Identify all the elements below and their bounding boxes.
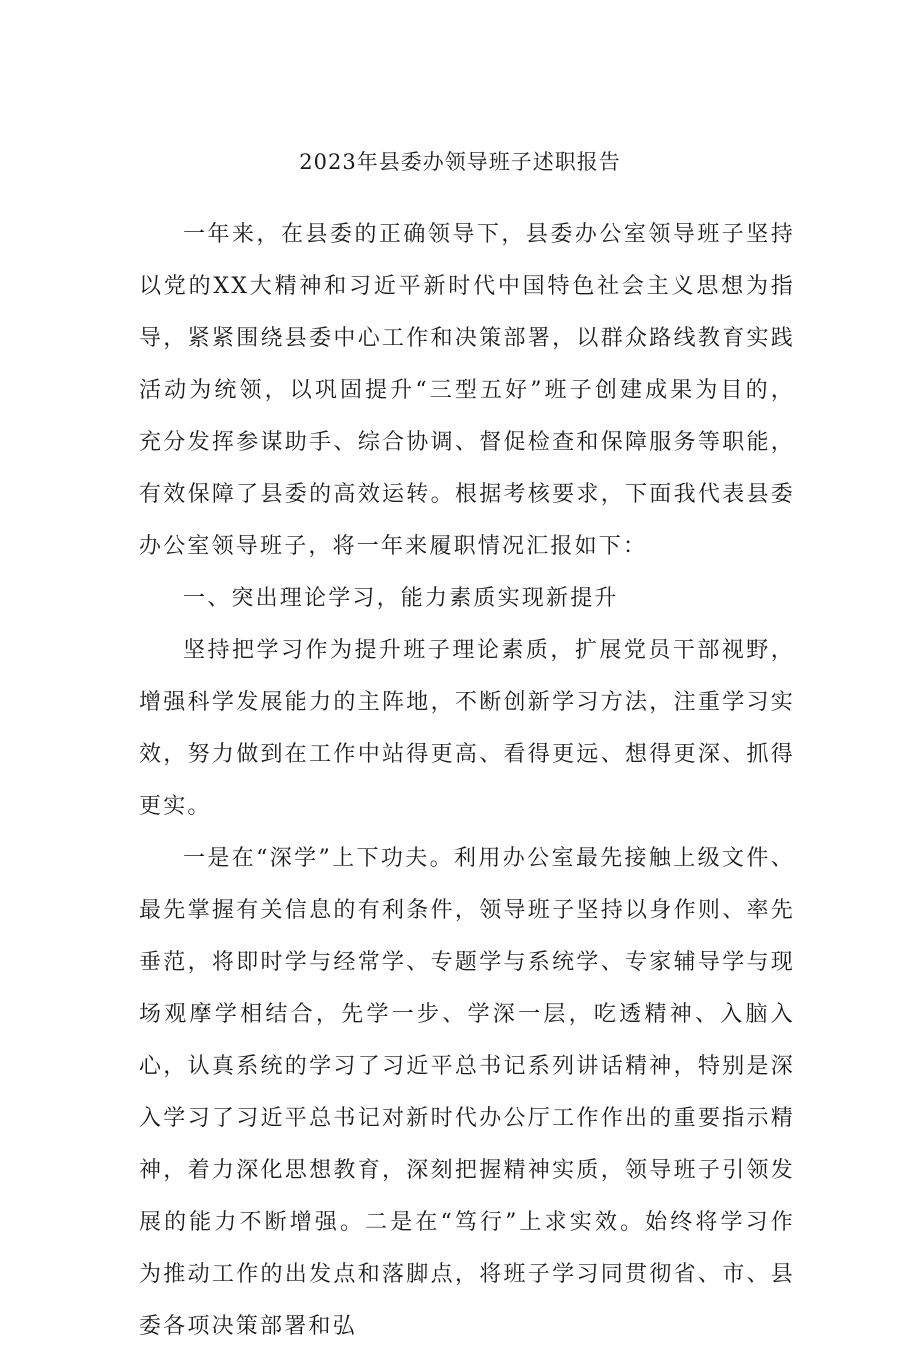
paragraph-study-overview: 坚持把学习作为提升班子理论素质，扩展党员干部视野，增强科学发展能力的主阵地，不断创新学习方法，注重学习实效，努力做到在工作中站得更高、看得更远、想得更深、抓得更实。 bbox=[139, 638, 795, 819]
section-heading-1: 一、突出理论学习，能力素质实现新提升 bbox=[183, 586, 619, 611]
document-title: 2023年县委办领导班子述职报告 bbox=[299, 150, 621, 174]
paragraph-intro: 一年来，在县委的正确领导下，县委办公室领导班子坚持以党的XX大精神和习近平新时代中国特色社会主义思想为指导，紧紧围绕县委中心工作和决策部署，以群众路线教育实践活动为统领，以巩固提升“三型五好”班子创建成果为目的，充分发挥参谋助手、综合协调、督促检查和保障服务等职能，有效保障了县委的高效运转。根据考核要求，下面我代表县委办公室领导班子，将一年来履职情况汇报如下： bbox=[139, 222, 795, 559]
document-body bbox=[139, 209, 795, 1353]
paragraph-study-details: 一是在“深学”上下功夫。利用办公室最先接触上级文件、最先掌握有关信息的有利条件，领导班子坚持以身作则、率先垂范，将即时学与经常学、专题学与系统学、专家辅导学与现场观摩学相结合，先学一步、学深一层，吃透精神、入脑入心，认真系统的学习了习近平总书记系列讲话精神，特别是深入学习了习近平总书记对新时代办公厅工作作出的重要指示精神，着力深化思想教育，深刻把握精神实质，领导班子引领发展的能力不断增强。二是在“笃行”上求实效。始终将学习作为推动工作的出发点和落脚点，将班子学习同贯彻省、市、县委各项决策部署和弘 bbox=[139, 846, 795, 1339]
